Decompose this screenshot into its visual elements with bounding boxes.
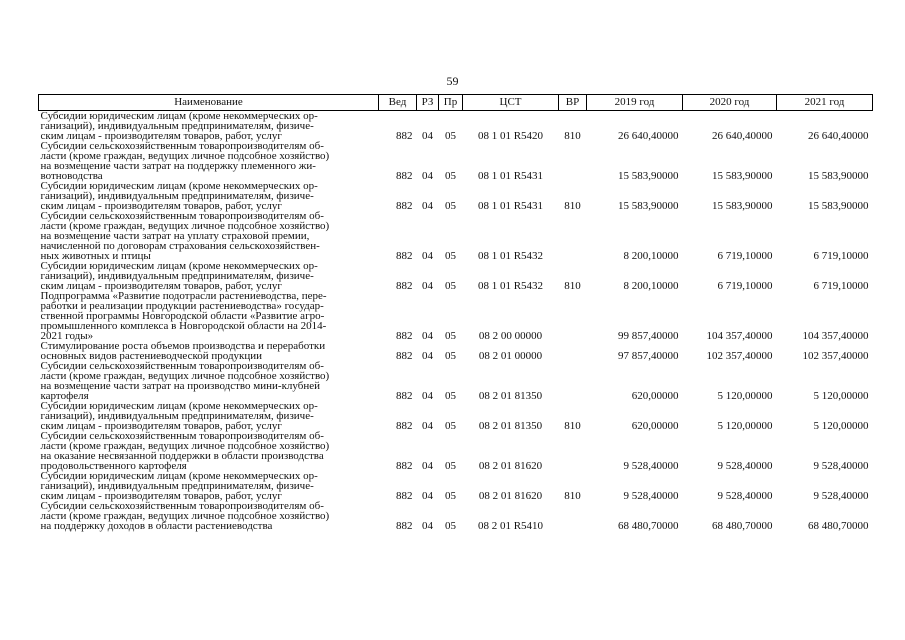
row-2019: 620,00000 xyxy=(631,390,679,402)
row-name-line: ганизаций), индивидуальным предпринимателям, физиче- xyxy=(40,190,314,202)
row-2020: 104 357,40000 xyxy=(706,330,773,342)
row-name-line: Стимулирование роста объемов производства и переработки xyxy=(40,340,326,352)
row-name-line: ласти (кроме граждан, ведущих личное подсобное хозяйство) xyxy=(40,440,330,452)
row-2019: 26 640,40000 xyxy=(618,130,679,142)
row-ved: 882 xyxy=(396,490,413,502)
row-name-line: ским лицам - производителям товаров, работ, услуг xyxy=(40,420,282,432)
row-2021: 102 357,40000 xyxy=(802,350,869,362)
row-name-line: ским лицам - производителям товаров, работ, услуг xyxy=(40,490,282,502)
row-ved: 882 xyxy=(396,330,413,342)
row-rz: 04 xyxy=(422,250,433,262)
row-pr: 05 xyxy=(445,130,456,142)
row-2020: 102 357,40000 xyxy=(706,350,773,362)
row-2021: 15 583,90000 xyxy=(808,170,869,182)
table-row xyxy=(39,211,873,261)
row-name-line: Субсидии юридическим лицам (кроме некоммерческих ор- xyxy=(40,260,318,272)
row-2021: 5 120,00000 xyxy=(813,390,869,402)
row-pr: 05 xyxy=(445,460,456,472)
row-2021: 5 120,00000 xyxy=(813,420,869,432)
row-2019: 97 857,40000 xyxy=(618,350,679,362)
row-2021: 26 640,40000 xyxy=(808,130,869,142)
row-pr: 05 xyxy=(445,200,456,212)
row-2019: 15 583,90000 xyxy=(618,200,679,212)
row-name xyxy=(39,431,379,471)
row-2020: 9 528,40000 xyxy=(717,460,773,472)
row-2021: 9 528,40000 xyxy=(813,460,869,472)
row-2019: 15 583,90000 xyxy=(618,170,679,182)
row-2019: 8 200,10000 xyxy=(623,280,679,292)
row-cst: 08 2 01 00000 xyxy=(478,350,543,362)
row-cst: 08 2 01 81350 xyxy=(478,390,543,402)
row-vr xyxy=(559,211,587,261)
row-name-line: ганизаций), индивидуальным предпринимателям, физиче- xyxy=(40,270,314,282)
row-cst: 08 1 01 R5432 xyxy=(477,280,544,292)
row-name-line: Субсидии сельскохозяйственным товаропроизводителям об- xyxy=(40,140,324,152)
row-name xyxy=(39,401,379,431)
table-row xyxy=(39,111,873,142)
row-name-line: Субсидии сельскохозяйственным товаропроизводителям об- xyxy=(40,210,324,222)
row-name xyxy=(39,341,379,361)
row-cst: 08 2 00 00000 xyxy=(478,330,543,342)
row-ved: 882 xyxy=(396,460,413,472)
header-pr: Пр xyxy=(439,95,463,111)
row-2019: 68 480,70000 xyxy=(618,520,679,532)
row-name-line: ласти (кроме граждан, ведущих личное подсобное хозяйство) xyxy=(40,370,330,382)
row-name xyxy=(39,501,379,531)
row-name-line: ганизаций), индивидуальным предпринимателям, физиче- xyxy=(40,480,314,492)
row-name-line: основных видов растениеводческой продукции xyxy=(40,350,263,362)
table-row xyxy=(39,361,873,401)
header-vr: ВР xyxy=(559,95,587,111)
row-name-line: Субсидии юридическим лицам (кроме некоммерческих ор- xyxy=(40,110,318,122)
row-2021: 6 719,10000 xyxy=(813,250,869,262)
row-name-line: на возмещение части затрат на производство мини-клубней xyxy=(40,380,321,392)
row-name-line: 2021 годы» xyxy=(40,330,94,342)
header-2021: 2021 год xyxy=(777,95,873,111)
row-vr xyxy=(559,291,587,341)
row-2019: 9 528,40000 xyxy=(623,490,679,502)
row-name-line: Субсидии юридическим лицам (кроме некоммерческих ор- xyxy=(40,470,318,482)
row-rz: 04 xyxy=(422,280,433,292)
row-name-line: начисленной по договорам страхования сельскохозяйствен- xyxy=(40,240,320,252)
row-name xyxy=(39,471,379,501)
row-rz: 04 xyxy=(422,520,433,532)
row-ved: 882 xyxy=(396,170,413,182)
row-vr: 810 xyxy=(564,280,581,292)
table-row xyxy=(39,261,873,291)
row-cst: 08 2 01 81620 xyxy=(478,490,543,502)
header-2019: 2019 год xyxy=(587,95,683,111)
table-row xyxy=(39,181,873,211)
header-row xyxy=(39,95,873,111)
row-cst: 08 1 01 R5431 xyxy=(477,170,544,182)
row-name-line: Субсидии юридическим лицам (кроме некоммерческих ор- xyxy=(40,180,318,192)
row-rz: 04 xyxy=(422,460,433,472)
row-ved: 882 xyxy=(396,420,413,432)
table-row xyxy=(39,341,873,361)
row-vr: 810 xyxy=(564,130,581,142)
row-ved: 882 xyxy=(396,250,413,262)
row-2019: 9 528,40000 xyxy=(623,460,679,472)
row-rz: 04 xyxy=(422,200,433,212)
row-name-line: Субсидии юридическим лицам (кроме некоммерческих ор- xyxy=(40,400,318,412)
row-pr: 05 xyxy=(445,250,456,262)
row-rz: 04 xyxy=(422,390,433,402)
table-row xyxy=(39,401,873,431)
row-name-line: Подпрограмма «Развитие подотрасли растениеводства, пере- xyxy=(40,290,327,302)
row-pr: 05 xyxy=(445,420,456,432)
row-2020: 5 120,00000 xyxy=(717,390,773,402)
row-pr: 05 xyxy=(445,520,456,532)
row-pr: 05 xyxy=(445,490,456,502)
header-2020: 2020 год xyxy=(683,95,777,111)
row-pr: 05 xyxy=(445,350,456,362)
row-name xyxy=(39,111,379,142)
row-name xyxy=(39,211,379,261)
row-rz: 04 xyxy=(422,330,433,342)
table-row xyxy=(39,471,873,501)
row-2019: 8 200,10000 xyxy=(623,250,679,262)
row-cst: 08 2 01 81620 xyxy=(478,460,543,472)
row-2021: 6 719,10000 xyxy=(813,280,869,292)
row-name-line: ных животных и птицы xyxy=(40,250,151,262)
row-name-line: вотноводства xyxy=(40,170,103,182)
row-name-line: ским лицам - производителям товаров, работ, услуг xyxy=(40,200,282,212)
row-rz: 04 xyxy=(422,170,433,182)
row-name-line: работки и реализации продукции растениеводства» государ- xyxy=(40,300,324,312)
row-2020: 5 120,00000 xyxy=(717,420,773,432)
table-row xyxy=(39,291,873,341)
row-vr: 810 xyxy=(564,200,581,212)
row-2019: 99 857,40000 xyxy=(618,330,679,342)
row-2020: 15 583,90000 xyxy=(712,200,773,212)
row-pr: 05 xyxy=(445,170,456,182)
row-rz: 04 xyxy=(422,490,433,502)
header-cst: ЦСТ xyxy=(463,95,559,111)
row-vr: 810 xyxy=(564,490,581,502)
row-name-line: Субсидии сельскохозяйственным товаропроизводителям об- xyxy=(40,430,324,442)
row-vr: 810 xyxy=(564,420,581,432)
row-ved: 882 xyxy=(396,350,413,362)
row-2020: 68 480,70000 xyxy=(712,520,773,532)
row-name xyxy=(39,361,379,401)
row-name xyxy=(39,291,379,341)
row-2021: 9 528,40000 xyxy=(813,490,869,502)
row-2020: 6 719,10000 xyxy=(717,280,773,292)
row-cst: 08 1 01 R5431 xyxy=(477,200,544,212)
row-vr xyxy=(559,431,587,471)
row-name-line: ласти (кроме граждан, ведущих личное подсобное хозяйство) xyxy=(40,150,330,162)
row-name-line: промышленного комплекса в Новгородской области на 2014- xyxy=(40,320,327,332)
row-2020: 15 583,90000 xyxy=(712,170,773,182)
row-ved: 882 xyxy=(396,200,413,212)
row-vr xyxy=(559,501,587,531)
row-rz: 04 xyxy=(422,130,433,142)
row-name-line: на оказание несвязанной поддержки в области производства xyxy=(40,450,324,462)
table-row xyxy=(39,141,873,181)
row-pr: 05 xyxy=(445,330,456,342)
row-name-line: Субсидии сельскохозяйственным товаропроизводителям об- xyxy=(40,500,324,512)
row-rz: 04 xyxy=(422,350,433,362)
row-name-line: ганизаций), индивидуальным предпринимателям, физиче- xyxy=(40,410,314,422)
table-row xyxy=(39,501,873,531)
row-name-line: на возмещение части затрат на поддержку племенного жи- xyxy=(40,160,316,172)
budget-table xyxy=(38,94,873,531)
row-name-line: ганизаций), индивидуальным предпринимателям, физиче- xyxy=(40,120,314,132)
row-cst: 08 2 01 R5410 xyxy=(477,520,544,532)
row-name-line: продовольственного картофеля xyxy=(40,460,187,472)
row-2020: 26 640,40000 xyxy=(712,130,773,142)
row-name-line: на поддержку доходов в области растениеводства xyxy=(40,520,273,532)
row-name-line: Субсидии сельскохозяйственным товаропроизводителям об- xyxy=(40,360,324,372)
row-name-line: ственной программы Новгородской области «Развитие агро- xyxy=(40,310,325,322)
row-2021: 68 480,70000 xyxy=(808,520,869,532)
row-ved: 882 xyxy=(396,390,413,402)
row-name xyxy=(39,181,379,211)
row-rz: 04 xyxy=(422,420,433,432)
row-2021: 104 357,40000 xyxy=(802,330,869,342)
row-name-line: ласти (кроме граждан, ведущих личное подсобное хозяйство) xyxy=(40,220,330,232)
row-ved: 882 xyxy=(396,520,413,532)
table-row xyxy=(39,431,873,471)
row-pr: 05 xyxy=(445,280,456,292)
row-name-line: картофеля xyxy=(40,390,89,402)
row-name-line: на возмещение части затрат на уплату страховой премии, xyxy=(40,230,310,242)
row-name-line: ласти (кроме граждан, ведущих личное подсобное хозяйство) xyxy=(40,510,330,522)
row-2020: 6 719,10000 xyxy=(717,250,773,262)
row-name-line: ским лицам - производителям товаров, работ, услуг xyxy=(40,280,282,292)
row-2020: 9 528,40000 xyxy=(717,490,773,502)
row-cst: 08 2 01 81350 xyxy=(478,420,543,432)
page-number: 59 xyxy=(446,74,459,88)
row-name-line: ским лицам - производителям товаров, работ, услуг xyxy=(40,130,282,142)
row-cst: 08 1 01 R5432 xyxy=(477,250,544,262)
row-ved: 882 xyxy=(396,280,413,292)
row-cst: 08 1 01 R5420 xyxy=(477,130,544,142)
row-ved: 882 xyxy=(396,130,413,142)
row-2019: 620,00000 xyxy=(631,420,679,432)
header-ved: Вед xyxy=(379,95,417,111)
row-vr xyxy=(559,341,587,361)
row-vr xyxy=(559,141,587,181)
header-name: Наименование xyxy=(39,95,379,111)
header-rz: РЗ xyxy=(417,95,439,111)
row-2021: 15 583,90000 xyxy=(808,200,869,212)
row-vr xyxy=(559,361,587,401)
row-name xyxy=(39,141,379,181)
row-pr: 05 xyxy=(445,390,456,402)
row-name xyxy=(39,261,379,291)
